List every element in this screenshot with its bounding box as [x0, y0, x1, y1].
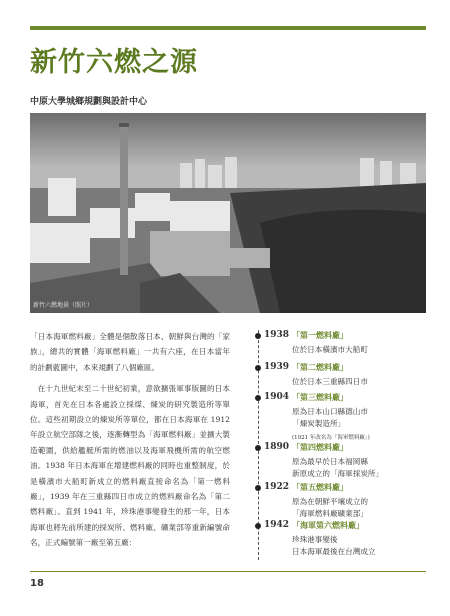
timeline-desc: 珍珠港事變後 [292, 535, 338, 544]
timeline-title: 「第三燃料廠」 [292, 392, 348, 402]
timeline-dot-icon [255, 523, 261, 529]
timeline-dot-icon [255, 485, 261, 491]
timeline-desc: 位於日本橫濱市大船町 [292, 345, 368, 354]
bottom-rule [30, 571, 426, 572]
aerial-photo [30, 113, 426, 313]
timeline-dot-icon [255, 445, 261, 451]
timeline-year: 1922 [264, 482, 290, 492]
timeline-desc: 日本海軍最後在台灣成立 [292, 547, 376, 556]
timeline-desc: 「海軍燃料廠礦業部」 [292, 509, 368, 518]
timeline-year: 1938 [264, 330, 290, 340]
timeline-note: (1921 年改名為「海軍燃料廠」) [292, 435, 370, 441]
timeline-dot-icon [255, 395, 261, 401]
timeline-title: 「海軍第六燃料廠」 [292, 520, 364, 530]
timeline-desc: 原為日本山口縣德山市 [292, 407, 368, 416]
page-title: 新竹六燃之源 [30, 47, 198, 78]
timeline-year: 1890 [264, 442, 290, 452]
timeline-desc: 原為在朝鮮平壤成立的 [292, 497, 368, 506]
aerial-photo-illustration [30, 113, 426, 313]
timeline-desc: 「煉炭製造所」 [292, 419, 346, 428]
author-line: 中原大學城鄉規劃與設計中心 [30, 97, 148, 107]
timeline-year: 1904 [264, 392, 290, 402]
timeline-title: 「第四燃料廠」 [292, 442, 348, 452]
timeline-title: 「第二燃料廠」 [292, 362, 348, 372]
timeline-desc: 位於日本三重縣四日市 [292, 377, 368, 386]
body-text [30, 329, 230, 557]
timeline-title: 「第五燃料廠」 [292, 482, 348, 492]
timeline-dot-icon [255, 333, 261, 339]
timeline-dot-icon [255, 365, 261, 371]
timeline-desc: 新原成立的「海軍採炭所」 [292, 469, 384, 478]
photo-caption: 新竹六燃地景（照片） [33, 302, 94, 309]
timeline-year: 1939 [264, 362, 290, 372]
page-number: 18 [30, 578, 44, 589]
paragraph-history: 在十九世紀末至二十世紀初業，意欲擴張軍事版圖的日本海軍，首先在日本各處設立採煤、煉炭的研究製造所等單位。這些初期設立的煉炭所等單位，都在日本海軍在 1912 年設立航空部隊之後，逐漸轉型為「海軍燃料廠」並擴大製造範圍，供給艦艇所需的燃油以及海軍飛機所需的航空燃油。1938 年日本海軍在增建燃料廠的同時也重整制度，於是橫濱市大船町新成立的燃料廠直接命名為「第一燃料廠」，1939 年在三重縣四日市成立的燃料廠命名為「第二燃料廠」。直到 1941 年，珍珠港事變發生的那一年，日本海軍也將先前所建的採炭所、燃料廠、礦業部等重新編號命名，正式編號第一廠至第五廠： [30, 384, 230, 548]
timeline-desc: 原為最早於日本福岡縣 [292, 457, 368, 466]
timeline-year: 1942 [264, 520, 290, 530]
top-rule [30, 26, 426, 30]
timeline-title: 「第一燃料廠」 [292, 330, 348, 340]
paragraph-intro: 「日本海軍燃料廠」全體是個散落日本、朝鮮與台灣的「家族」，總共的實體「海軍燃料廠」一共有六座，在日本當年的計劃藍圖中，本來規劃了八個廠區。 [30, 332, 230, 372]
